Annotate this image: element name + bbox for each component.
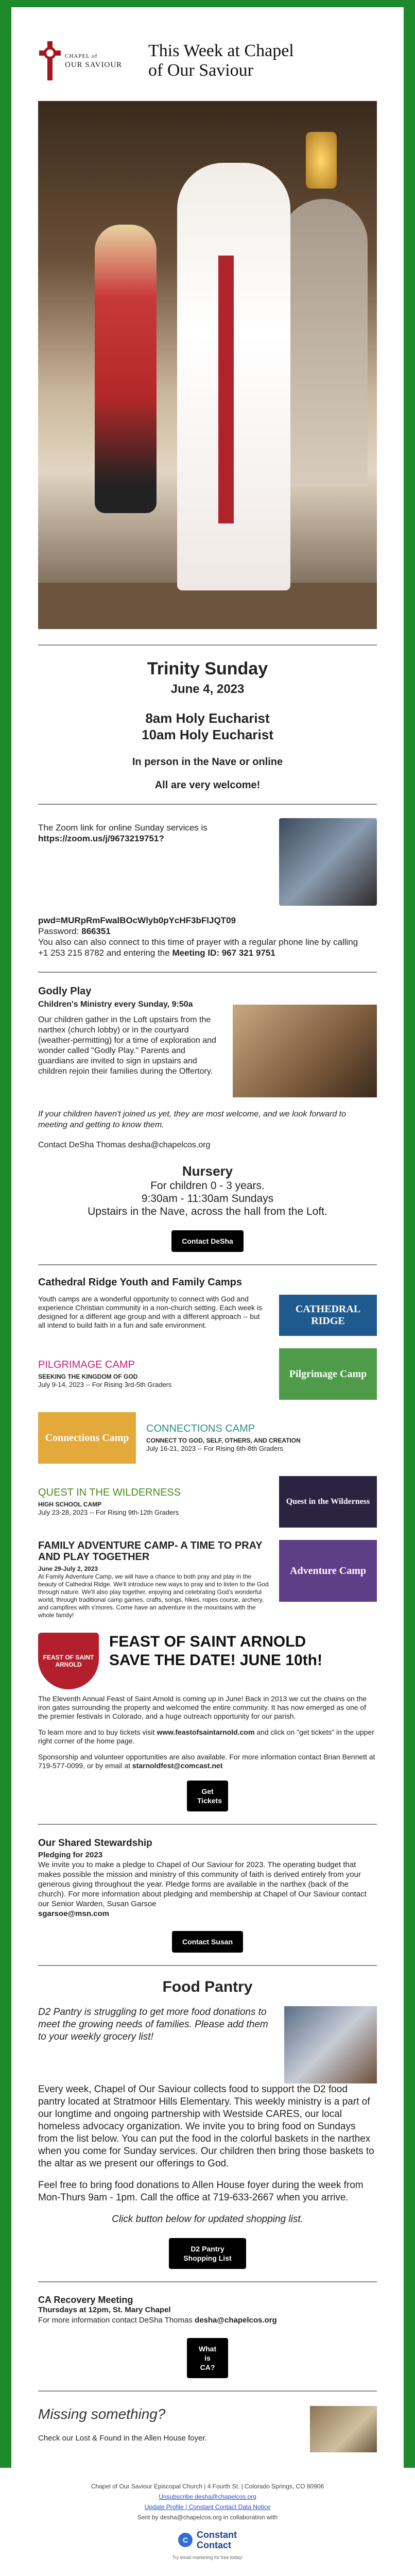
connections-camp xyxy=(11,1400,404,1464)
saint-arnold-body xyxy=(11,1689,404,1770)
nursery-hours: 9:30am - 11:30am Sundays xyxy=(141,1193,274,1205)
zoom-intro: The Zoom link for online Sunday services is xyxy=(38,823,208,833)
cross-icon xyxy=(38,41,62,80)
recovery-sub: Thursdays at 12pm, St. Mary Chapel xyxy=(38,2306,171,2314)
cc-name1: Constant xyxy=(197,2530,237,2540)
quest-name: QUEST IN THE WILDERNESS xyxy=(38,1487,181,1498)
adventure-logo: Adventure Camp xyxy=(279,1540,377,1602)
pilgrimage-logo: Pilgrimage Camp xyxy=(279,1348,377,1400)
saint-arnold-section xyxy=(11,1619,404,1689)
welcome-note: All are very welcome! xyxy=(154,779,261,791)
food-pantry-photo xyxy=(284,2006,377,2083)
food-pantry-heading: Food Pantry xyxy=(162,1978,253,1995)
shopping-list-button[interactable]: D2 Pantry Shopping List xyxy=(169,2238,246,2269)
missing-body: Check our Lost & Found in the Allen House foyer. xyxy=(38,2434,207,2443)
contact-desha-button[interactable]: Contact DeSha xyxy=(171,1230,244,1252)
logo-line2: OUR SAVIOUR xyxy=(65,61,123,69)
feast-site-link[interactable]: www.feastofsaintarnold.com xyxy=(157,1728,255,1736)
tickets-prefix: To learn more and to buy tickets visit xyxy=(38,1728,155,1736)
connections-logo: Connections Camp xyxy=(38,1412,136,1464)
food-pantry-p1: Every week, Chapel of Our Saviour collects food to support the D2 food pantry located at Stratmoor Hills Elementary. This weekly ministry is a part of our longtime and ongoing partnership with Westside CARES, our local homeless advocacy organization. We invite you to bring food on Sundays from the list below. You can put the food in the colorful baskets in the narthex when you come for Sunday services. Our children then bring those baskets to the altar as we present our offerings to God. xyxy=(38,2084,374,2169)
camps-heading: Cathedral Ridge Youth and Family Camps xyxy=(38,1277,242,1288)
sunday-section xyxy=(11,646,404,804)
update-profile-link[interactable]: Update Profile | Constant Contact Data Notice xyxy=(144,2503,271,2511)
saint-arnold-shield: FEAST OF SAINT ARNOLD xyxy=(38,1633,99,1689)
sent-by: Sent by desha@chapelcos.org in collaboration with xyxy=(137,2514,278,2521)
save-the-date: SAVE THE DATE! JUNE 10th! xyxy=(109,1652,322,1669)
church-logo xyxy=(38,41,131,80)
godly-play-section xyxy=(11,973,404,1097)
pilgrimage-sub: SEEKING THE KINGDOM OF GOD xyxy=(38,1373,138,1380)
saint-arnold-heading: FEAST OF SAINT ARNOLD xyxy=(109,1633,306,1650)
camps-intro: Youth camps are a wonderful opportunity to connect with God and experience Christian community in a non-church setting. Each week is designed for a different age group and with a different approach -- but all intend to build faith in a fun and safe environment. xyxy=(38,1295,262,1329)
godly-play-photo xyxy=(233,1005,377,1097)
quest-sub: HIGH SCHOOL CAMP xyxy=(38,1501,102,1508)
unsubscribe-link[interactable]: Unsubscribe desha@chapelcos.org xyxy=(159,2493,256,2500)
recovery-heading: CA Recovery Meeting xyxy=(38,2295,133,2305)
sponsorship-text: Sponsorship and volunteer opportunities are also available. For more information contact Brian Bennett at 719-577-0099, or by email at xyxy=(38,1753,375,1770)
service-10am: 10am Holy Eucharist xyxy=(142,727,273,742)
godly-play-heading: Godly Play xyxy=(38,986,92,997)
zoom-password: 866351 xyxy=(81,926,111,936)
connections-name: CONNECTIONS CAMP xyxy=(146,1423,255,1434)
cc-name2: Contact xyxy=(197,2540,231,2550)
food-pantry-p2: Feel free to bring food donations to Allen House foyer during the week from Mon-Thurs 9am - 1pm. Call the office at 719-633-2667 when you arrive. xyxy=(38,2180,364,2203)
quest-logo: Quest in the Wilderness xyxy=(279,1476,377,1528)
godly-play-subheading: Children's Ministry every Sunday, 9:50a xyxy=(38,1000,193,1009)
email-header xyxy=(38,7,377,101)
saint-arnold-intro: The Eleventh Annual Feast of Saint Arnold is coming up in June! Back in 2013 we cut the chains on the iron gates surrounding the property and welcomed the entire community. It has now emerged as one of the premier festivals in Colorado, and a huge outreach opportunity for our parish. xyxy=(38,1694,367,1720)
food-pantry-click-note: Click button below for updated shopping list. xyxy=(112,2214,303,2225)
constant-contact-logo[interactable] xyxy=(178,2530,237,2550)
cathedral-ridge-logo: CATHEDRAL RIDGE xyxy=(279,1295,377,1336)
cc-tagline: Try email marketing for free today! xyxy=(172,2555,243,2560)
connections-sub: CONNECT TO GOD, SELF, OTHERS, AND CREATION xyxy=(146,1437,301,1444)
nursery-heading: Nursery xyxy=(182,1163,233,1179)
godly-play-note: If your children haven't joined us yet, they are most welcome, and we look forward to meeting and getting to know them. xyxy=(38,1110,347,1129)
adventure-dates: June 29-July 2, 2023 xyxy=(38,1565,98,1572)
recovery-section xyxy=(11,2282,404,2326)
email-footer xyxy=(0,2468,415,2576)
stewardship-email[interactable]: sgarsoe@msn.com xyxy=(38,1909,110,1918)
quest-camp xyxy=(11,1464,404,1528)
tickets-suffix: and click on "get tickets" in the upper right corner of the home page. xyxy=(38,1728,374,1745)
godly-play-body: Our children gather in the Loft upstairs from the narthex (church lobby) or in the courtyard (weather-permitting) for a time of exploration and wonder called "Godly Play." Parents and guardians are invited to sign in upstairs and children rejoin their families during the Offertory. xyxy=(38,1015,216,1076)
password-label: Password: xyxy=(38,926,79,936)
lost-found-photo xyxy=(310,2406,377,2452)
arnold-email-link[interactable]: starnoldfest@comcast.net xyxy=(132,1761,223,1770)
stewardship-section xyxy=(11,1825,404,1919)
nursery-ages: For children 0 - 3 years. xyxy=(150,1180,265,1192)
zoom-photo xyxy=(279,818,377,906)
constant-contact-icon: C xyxy=(178,2533,193,2547)
zoom-section xyxy=(11,805,404,906)
zoom-link-part2[interactable]: pwd=MURpRmFwalBOcWlyb0pYcHF3bFlJQT09 xyxy=(38,916,236,925)
lost-found-section xyxy=(11,2392,404,2468)
adventure-camp xyxy=(11,1528,404,1619)
missing-heading: Missing something? xyxy=(38,2406,166,2422)
logo-line1: CHAPEL of xyxy=(65,53,98,59)
food-pantry-intro: D2 Pantry is struggling to get more food donations to meet the growing needs of families. Please add them to your weekly grocery list! xyxy=(38,2007,268,2042)
sunday-date: June 4, 2023 xyxy=(170,682,245,696)
zoom-link-part1[interactable]: https://zoom.us/j/9673219751? xyxy=(38,834,164,843)
zoom-details xyxy=(11,906,404,972)
recovery-contact-prefix: For more information contact DeSha Thomas xyxy=(38,2316,193,2325)
recovery-email[interactable]: desha@chapelcos.org xyxy=(195,2316,277,2325)
footer-address: Chapel of Our Saviour Episcopal Church | 4 Fourth St. | Colorado Springs, CO 80906 xyxy=(91,2483,324,2490)
food-pantry-section xyxy=(11,1966,404,2226)
phone-numbers: +1 253 215 8782 and entering the xyxy=(38,948,170,958)
newsletter-title: This Week at Chapel of Our Saviour xyxy=(148,41,294,80)
connections-dates: July 16-21, 2023 -- For Rising 6th-8th Graders xyxy=(146,1445,283,1452)
email-body xyxy=(11,7,404,2468)
stewardship-body: We invite you to make a pledge to Chapel of Our Saviour for 2023. The operating budget that makes possible the mission and ministry of this community of faith is derived entirely from your generous giving throughout the year. Pledge forms are available in the narthex (back of the church). For more information about pledging and membership at Chapel of Our Saviour contact our Senior Warden, Susan Garsoe xyxy=(38,1860,367,1908)
godly-play-contact: Contact DeSha Thomas desha@chapelcos.org xyxy=(38,1141,211,1149)
hero-photo xyxy=(38,101,377,629)
adventure-body: At Family Adventure Camp, we will have a chance to both pray and play in the beauty of Cathedral Ridge. We'll introduce new ways to pray and to listen to the God through nature. We'll also play together, enjoying and celebrating God's wonderful world, through traditional camp games, crafts, songs, hikes, ropes course, archery, and campfires with s'mores. Come have an adventure in the mountains with the whole family! xyxy=(38,1573,269,1619)
quest-dates: July 23-28, 2023 -- For Rising 9th-12th Graders xyxy=(38,1509,179,1516)
stewardship-heading: Our Shared Stewardship xyxy=(38,1838,152,1849)
sunday-heading: Trinity Sunday xyxy=(147,659,268,679)
contact-susan-button[interactable]: Contact Susan xyxy=(172,1931,243,1953)
stewardship-sub: Pledging for 2023 xyxy=(38,1851,103,1859)
pilgrimage-camp xyxy=(11,1336,404,1400)
phone-text: You also can also connect to this time of prayer with a regular phone line by calling xyxy=(38,937,358,947)
what-is-ca-button[interactable]: What is CA? xyxy=(187,2338,228,2378)
service-8am: 8am Holy Eucharist xyxy=(145,710,270,726)
get-tickets-button[interactable]: Get Tickets xyxy=(187,1781,228,1811)
pilgrimage-dates: July 9-14, 2023 -- For Rising 3rd-5th Graders xyxy=(38,1381,172,1388)
in-person-note: In person in the Nave or online xyxy=(132,756,283,768)
meeting-id: Meeting ID: 967 321 9751 xyxy=(172,948,275,958)
adventure-name: FAMILY ADVENTURE CAMP- A TIME TO PRAY AND PLAY TOGETHER xyxy=(38,1540,263,1563)
nursery-location: Upstairs in the Nave, across the hall from the Loft. xyxy=(88,1206,327,1217)
nursery-section xyxy=(11,1150,404,1218)
camps-section xyxy=(11,1265,404,1619)
pilgrimage-name: PILGRIMAGE CAMP xyxy=(38,1359,135,1370)
